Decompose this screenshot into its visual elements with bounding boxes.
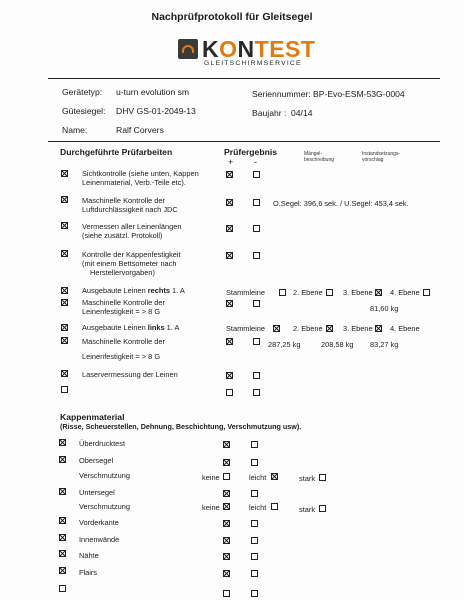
- leinenlaengen-checkbox[interactable]: [61, 222, 68, 229]
- untersegel-stark-checkbox[interactable]: [319, 505, 326, 512]
- rechts-stammleine-label: Stammleine: [226, 288, 266, 297]
- links-value-2: 208,58 kg: [321, 340, 354, 349]
- untersegel-keine-checkbox[interactable]: [223, 503, 230, 510]
- rechts-maschinelle-checkbox[interactable]: [61, 299, 68, 306]
- geraetetyp-label: Gerätetyp:: [62, 87, 103, 97]
- links-ebene2-checkbox[interactable]: [326, 325, 333, 332]
- obersegel-verschmutzung-label: Verschmutzung: [79, 471, 130, 480]
- baujahr-label: Baujahr :: [252, 108, 287, 118]
- innenwaende-plus[interactable]: [223, 537, 230, 544]
- seriennummer-value: BP-Evo-ESM-53G-0004: [313, 89, 405, 99]
- naehte-checkbox[interactable]: [59, 550, 66, 557]
- obersegel-stark-checkbox[interactable]: [319, 474, 326, 481]
- leinen-rechts-label: Ausgebaute Leinen rechts 1. A: [82, 286, 185, 295]
- links-maschinelle-text1: Maschinelle Kontrolle der: [82, 337, 165, 346]
- logo-tagline: GLEITSCHIRMSERVICE: [204, 60, 302, 67]
- document-title: Nachprüfprotokoll für Gleitsegel: [151, 11, 313, 23]
- obersegel-leicht-label: leicht: [249, 473, 267, 482]
- empty-bottom-checkbox[interactable]: [59, 585, 66, 592]
- ueberdrucktest-checkbox[interactable]: [59, 439, 66, 446]
- empty-bottom-plus[interactable]: [223, 590, 230, 597]
- untersegel-minus[interactable]: [251, 490, 258, 497]
- rechts-ebene4-label: 4. Ebene: [390, 288, 420, 297]
- guetesiegel-value: DHV GS-01-2049-13: [116, 106, 196, 116]
- links-maschinelle-text2: Leinenfestigkeit = > 8 G: [82, 352, 161, 361]
- obersegel-keine-checkbox[interactable]: [223, 473, 230, 480]
- instandsetzung-header: Instandsetzungs- vorschlag: [362, 151, 401, 163]
- leinenlaengen-text: Vermessen aller Leinenlängen (siehe zusätzl. Protokoll): [82, 222, 182, 240]
- obersegel-plus[interactable]: [223, 459, 230, 466]
- empty-row-plus[interactable]: [226, 389, 233, 396]
- luftdurchlaessigkeit-checkbox[interactable]: [61, 196, 68, 203]
- links-stammleine-checkbox[interactable]: [273, 325, 280, 332]
- links-value-3: 83,27 kg: [370, 340, 399, 349]
- untersegel-checkbox[interactable]: [59, 488, 66, 495]
- sichtkontrolle-minus[interactable]: [253, 171, 260, 178]
- untersegel-leicht-checkbox[interactable]: [271, 503, 278, 510]
- luftdurchlaessigkeit-minus[interactable]: [253, 199, 260, 206]
- empty-row-checkbox[interactable]: [61, 386, 68, 393]
- laser-text: Laservermessung der Leinen: [82, 370, 178, 379]
- kappenfestigkeit-minus[interactable]: [253, 252, 260, 259]
- leinen-links-label: Ausgebaute Leinen links 1. A: [82, 323, 180, 332]
- untersegel-plus[interactable]: [223, 490, 230, 497]
- flairs-checkbox[interactable]: [59, 567, 66, 574]
- section-title-pruefarbeiten: Durchgeführte Prüfarbeiten: [60, 147, 173, 157]
- name-value: Ralf Corvers: [116, 125, 164, 135]
- obersegel-leicht-checkbox[interactable]: [271, 473, 278, 480]
- vorderkante-label: Vorderkante: [79, 518, 119, 527]
- sichtkontrolle-text: Sichtkontrolle (siehe unten, Kappen Leinenmaterial, Verb.-Teile etc).: [82, 169, 199, 187]
- kappenfestigkeit-plus[interactable]: [226, 252, 233, 259]
- leinenlaengen-plus[interactable]: [226, 225, 233, 232]
- name-label: Name:: [62, 125, 88, 135]
- maengel-header: Mängel- beschreibung: [304, 151, 335, 163]
- innenwaende-checkbox[interactable]: [59, 534, 66, 541]
- luftdurchlaessigkeit-text: Maschinelle Kontrolle der Luftdurchlässigkeit nach JDC: [82, 196, 178, 214]
- seriennummer-label: Seriennummer:: [252, 89, 311, 99]
- untersegel-label: Untersegel: [79, 488, 115, 497]
- geraetetyp-value: u-turn evolution sm: [116, 87, 190, 97]
- links-stammleine-label: Stammleine: [226, 324, 266, 333]
- rechts-maschinelle-plus[interactable]: [226, 300, 233, 307]
- luftdurchlaessigkeit-plus[interactable]: [226, 199, 233, 206]
- rechts-ebene4-checkbox[interactable]: [423, 289, 430, 296]
- links-maschinelle-plus[interactable]: [226, 338, 233, 345]
- kappenfestigkeit-text: Kontrolle der Kappenfestigkeit (mit einem Bettsometer nach Herstellervorgaben): [82, 250, 181, 277]
- kappenmaterial-title: Kappenmaterial: [60, 412, 125, 422]
- flairs-plus[interactable]: [223, 570, 230, 577]
- ueberdrucktest-plus[interactable]: [223, 441, 230, 448]
- baujahr-value: 04/14: [291, 108, 313, 118]
- rechts-maschinelle-text: Maschinelle Kontrolle der Leinenfestigkeit = > 8 G: [82, 298, 165, 316]
- leinen-rechts-checkbox[interactable]: [61, 287, 68, 294]
- kontest-logo: [178, 36, 328, 70]
- untersegel-stark-label: stark: [299, 505, 316, 514]
- leinen-links-checkbox[interactable]: [61, 324, 68, 331]
- rechts-ebene2-checkbox[interactable]: [326, 289, 333, 296]
- header-top-rule: [48, 78, 440, 79]
- obersegel-label: Obersegel: [79, 456, 114, 465]
- vorderkante-checkbox[interactable]: [59, 517, 66, 524]
- plus-column-header: +: [228, 157, 234, 167]
- rechts-value: 81,60 kg: [370, 304, 399, 313]
- ueberdrucktest-minus[interactable]: [251, 441, 258, 448]
- untersegel-verschmutzung-label: Verschmutzung: [79, 502, 130, 511]
- vorderkante-plus[interactable]: [223, 520, 230, 527]
- links-maschinelle-minus[interactable]: [253, 338, 260, 345]
- obersegel-checkbox[interactable]: [59, 456, 66, 463]
- untersegel-keine-label: keine: [202, 503, 220, 512]
- rechts-ebene3-checkbox[interactable]: [375, 289, 382, 296]
- links-ebene3-label: 3. Ebene: [343, 324, 373, 333]
- flairs-label: Flairs: [79, 568, 98, 577]
- empty-row-minus[interactable]: [253, 389, 260, 396]
- rechts-ebene2-label: 2. Ebene: [293, 288, 323, 297]
- innenwaende-minus[interactable]: [251, 537, 258, 544]
- kappenmaterial-subtitle: (Risse, Scheuerstellen, Dehnung, Beschichtung, Verschmutzung usw).: [60, 422, 302, 431]
- luftdurchlaessigkeit-note: O.Segel: 396,6 sek. / U.Segel: 453,4 sek.: [273, 199, 409, 208]
- links-value-1: 287,25 kg: [268, 340, 301, 349]
- sichtkontrolle-plus[interactable]: [226, 171, 233, 178]
- vorderkante-minus[interactable]: [251, 520, 258, 527]
- header-bottom-rule: [48, 141, 440, 142]
- naehte-minus[interactable]: [251, 553, 258, 560]
- ueberdrucktest-label: Überdrucktest: [79, 439, 126, 448]
- laser-minus[interactable]: [253, 372, 260, 379]
- naehte-label: Nähte: [79, 551, 99, 560]
- obersegel-stark-label: stark: [299, 474, 316, 483]
- rechts-maschinelle-minus[interactable]: [253, 300, 260, 307]
- empty-bottom-minus[interactable]: [251, 590, 258, 597]
- naehte-plus[interactable]: [223, 553, 230, 560]
- minus-column-header: -: [254, 157, 257, 167]
- rechts-ebene3-label: 3. Ebene: [343, 288, 373, 297]
- logo-wordmark: KONTEST: [202, 36, 316, 62]
- leinenlaengen-minus[interactable]: [253, 225, 260, 232]
- innenwaende-label: Innenwände: [79, 535, 120, 544]
- obersegel-keine-label: keine: [202, 473, 220, 482]
- links-ebene2-label: 2. Ebene: [293, 324, 323, 333]
- kappenfestigkeit-checkbox[interactable]: [61, 250, 68, 257]
- links-maschinelle-checkbox[interactable]: [61, 337, 68, 344]
- logo-emblem-icon: [178, 39, 198, 59]
- guetesiegel-label: Gütesiegel:: [62, 106, 106, 116]
- obersegel-minus[interactable]: [251, 459, 258, 466]
- laser-plus[interactable]: [226, 372, 233, 379]
- section-title-pruefergebnis: Prüfergebnis: [224, 147, 278, 157]
- rechts-stammleine-checkbox[interactable]: [279, 289, 286, 296]
- laser-checkbox[interactable]: [61, 370, 68, 377]
- links-ebene4-label: 4. Ebene: [390, 324, 420, 333]
- flairs-minus[interactable]: [251, 570, 258, 577]
- sichtkontrolle-checkbox[interactable]: [61, 170, 68, 177]
- links-ebene3-checkbox[interactable]: [375, 325, 382, 332]
- untersegel-leicht-label: leicht: [249, 503, 267, 512]
